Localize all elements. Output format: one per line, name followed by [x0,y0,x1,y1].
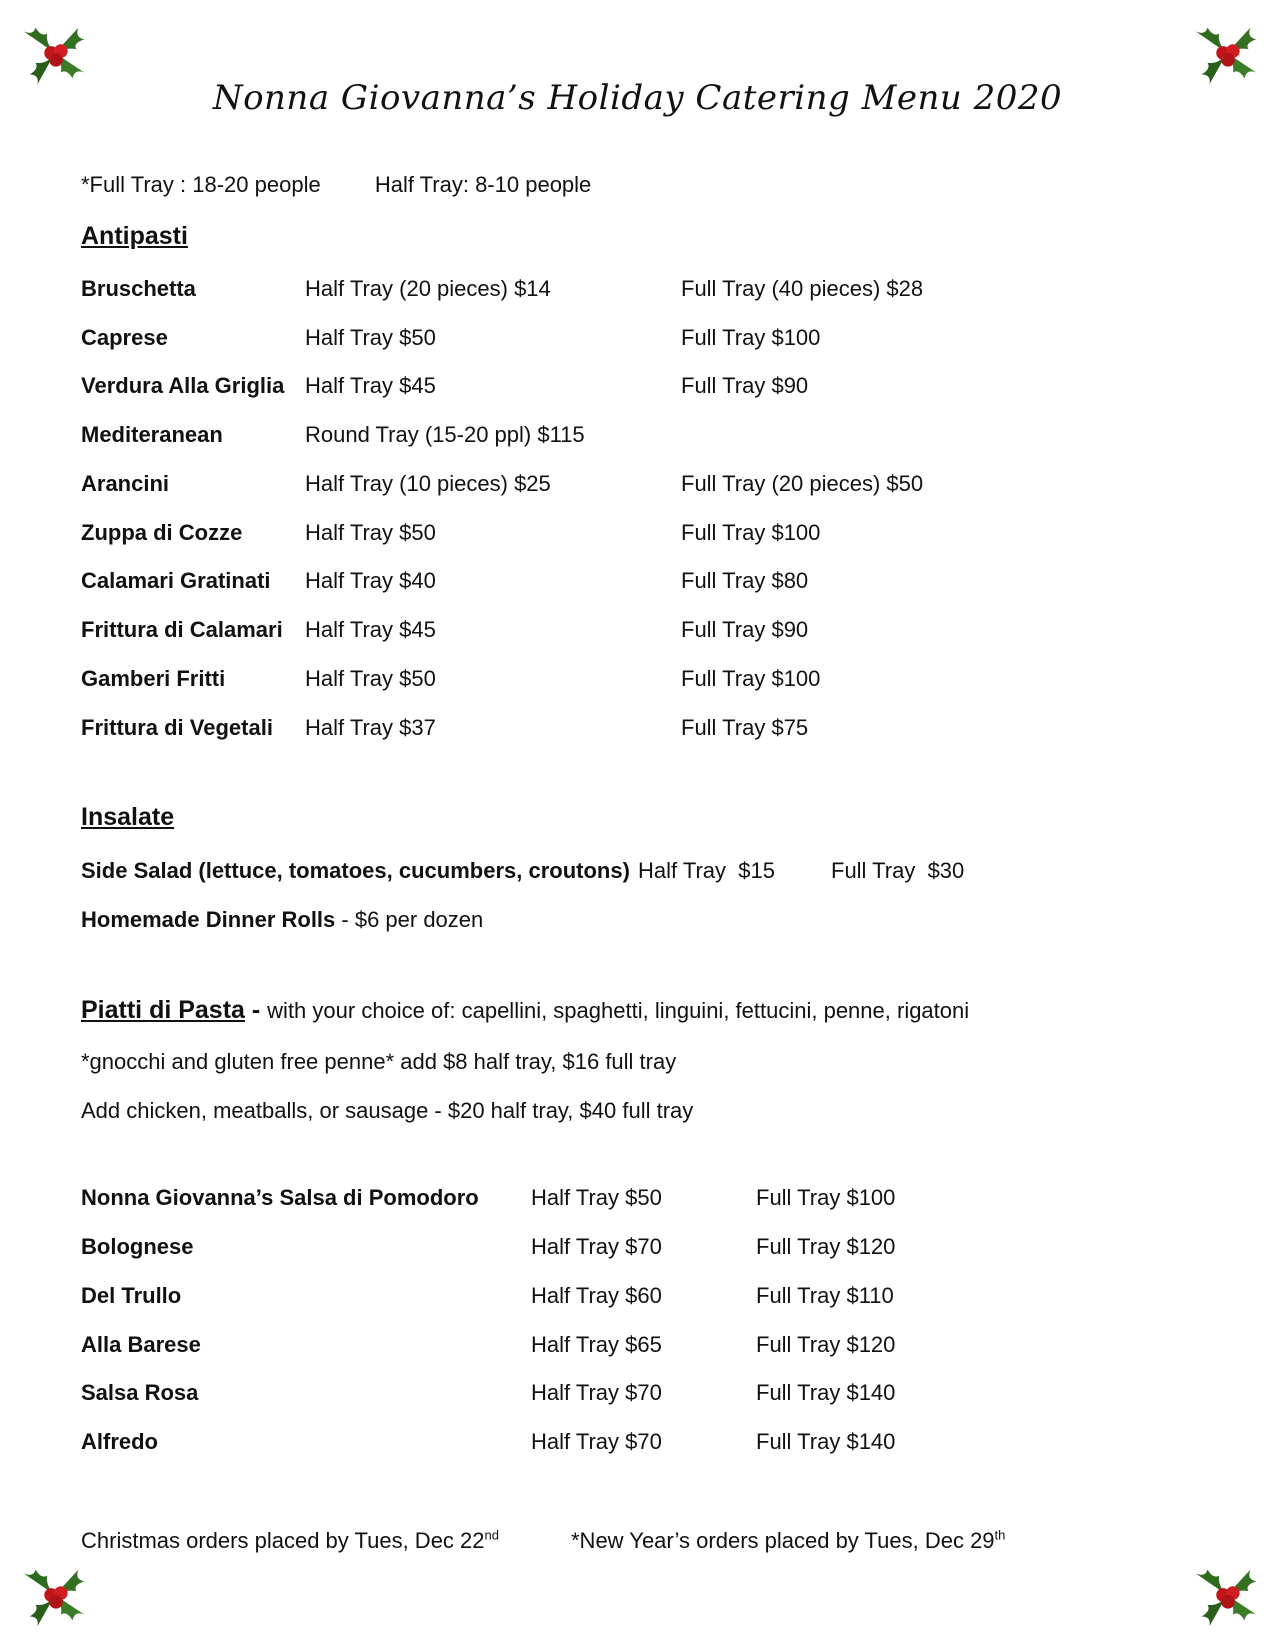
item-name: Del Trullo [81,1283,182,1308]
half-tray-price: Half Tray $70 [531,1380,662,1405]
full-tray-price: Full Tray $120 [756,1234,896,1259]
item-name: Bruschetta [81,276,196,301]
half-tray-price: Half Tray $65 [531,1332,662,1357]
half-tray-price: Half Tray $60 [531,1283,662,1308]
tray-size-note [81,172,591,198]
item-name: Side Salad (lettuce, tomatoes, cucumbers, croutons) [81,858,630,883]
item-name: Mediteranean [81,422,223,447]
dinner-rolls-line [81,907,483,933]
item-name: Calamari Gratinati [81,568,271,593]
full-tray-price: Full Tray $80 [681,568,809,593]
full-tray-price: Full Tray $110 [756,1283,894,1308]
full-tray-price: Full Tray $100 [681,325,821,350]
item-name: Caprese [81,325,168,350]
half-tray-price: Half Tray $50 [531,1185,662,1210]
ordinal-suffix: nd [484,1527,499,1543]
full-tray-price: Full Tray $100 [681,666,821,691]
full-tray-note: *Full Tray : 18-20 people [81,172,321,197]
full-tray-price: Full Tray $30 [831,858,965,883]
half-tray-price: Half Tray $45 [305,373,436,398]
item-name: Bolognese [81,1234,194,1259]
full-tray-price: Full Tray $100 [756,1185,896,1210]
half-tray-note: Half Tray: 8-10 people [374,172,592,197]
item-name: Verdura Alla Griglia [81,373,285,398]
item-name: Alfredo [81,1429,158,1454]
holly-icon [16,1556,94,1634]
pasta-heading-line [81,996,969,1025]
item-name: Salsa Rosa [81,1380,199,1405]
half-tray-price: Half Tray $70 [531,1234,662,1259]
full-tray-price: Full Tray $140 [756,1429,896,1454]
full-tray-price: Full Tray $140 [756,1380,896,1405]
item-name: Homemade Dinner Rolls [81,907,336,932]
pasta-choice: with your choice of: capellini, spaghetti, linguini, fettucini, penne, rigatoni [267,998,970,1023]
half-tray-price: Half Tray $50 [305,325,436,350]
half-tray-price: Half Tray $15 [638,858,775,883]
pasta-note: *gnocchi and gluten free penne* add $8 half tray, $16 full tray [81,1049,677,1074]
ordinal-suffix: th [994,1527,1006,1543]
item-name: Frittura di Calamari [81,617,283,642]
newyear-deadline [571,1528,1005,1554]
half-tray-price: Half Tray $50 [305,520,436,545]
half-tray-price: Half Tray $50 [305,666,436,691]
full-tray-price: Full Tray $90 [681,373,809,398]
item-name: Zuppa di Cozze [81,520,243,545]
pasta-note: Add chicken, meatballs, or sausage - $20 half tray, $40 full tray [81,1098,694,1123]
half-tray-price: Half Tray (10 pieces) $25 [305,471,551,496]
pasta-dash: - [244,996,268,1024]
half-tray-price: Half Tray $70 [531,1429,662,1454]
rolls-price: - $6 per dozen [335,907,484,932]
half-tray-price: Half Tray (20 pieces) $14 [305,276,551,301]
half-tray-price: Half Tray $37 [305,715,436,740]
christmas-deadline [81,1528,499,1554]
newyear-deadline-text: *New Year’s orders placed by Tues, Dec 29 [571,1528,995,1553]
round-tray-price: Round Tray (15-20 ppl) $115 [305,422,585,447]
full-tray-price: Full Tray $100 [681,520,821,545]
insalate-heading: Insalate [81,803,175,831]
full-tray-price: Full Tray $75 [681,715,809,740]
full-tray-price: Full Tray $120 [756,1332,896,1357]
antipasti-heading: Antipasti [81,222,188,250]
item-name: Gamberi Fritti [81,666,226,691]
item-name: Nonna Giovanna’s Salsa di Pomodoro [81,1185,479,1210]
full-tray-price: Full Tray $90 [681,617,809,642]
holly-icon [1188,1556,1266,1634]
full-tray-price: Full Tray (40 pieces) $28 [681,276,924,301]
pasta-heading: Piatti di Pasta [81,996,245,1024]
half-tray-price: Half Tray $45 [305,617,436,642]
item-name: Arancini [81,471,170,496]
full-tray-price: Full Tray (20 pieces) $50 [681,471,924,496]
half-tray-price: Half Tray $40 [305,568,436,593]
page-title: Nonna Giovanna’s Holiday Catering Menu 2020 [212,78,1063,118]
item-name: Frittura di Vegetali [81,715,273,740]
christmas-deadline-text: Christmas orders placed by Tues, Dec 22 [81,1528,485,1553]
item-name: Alla Barese [81,1332,201,1357]
